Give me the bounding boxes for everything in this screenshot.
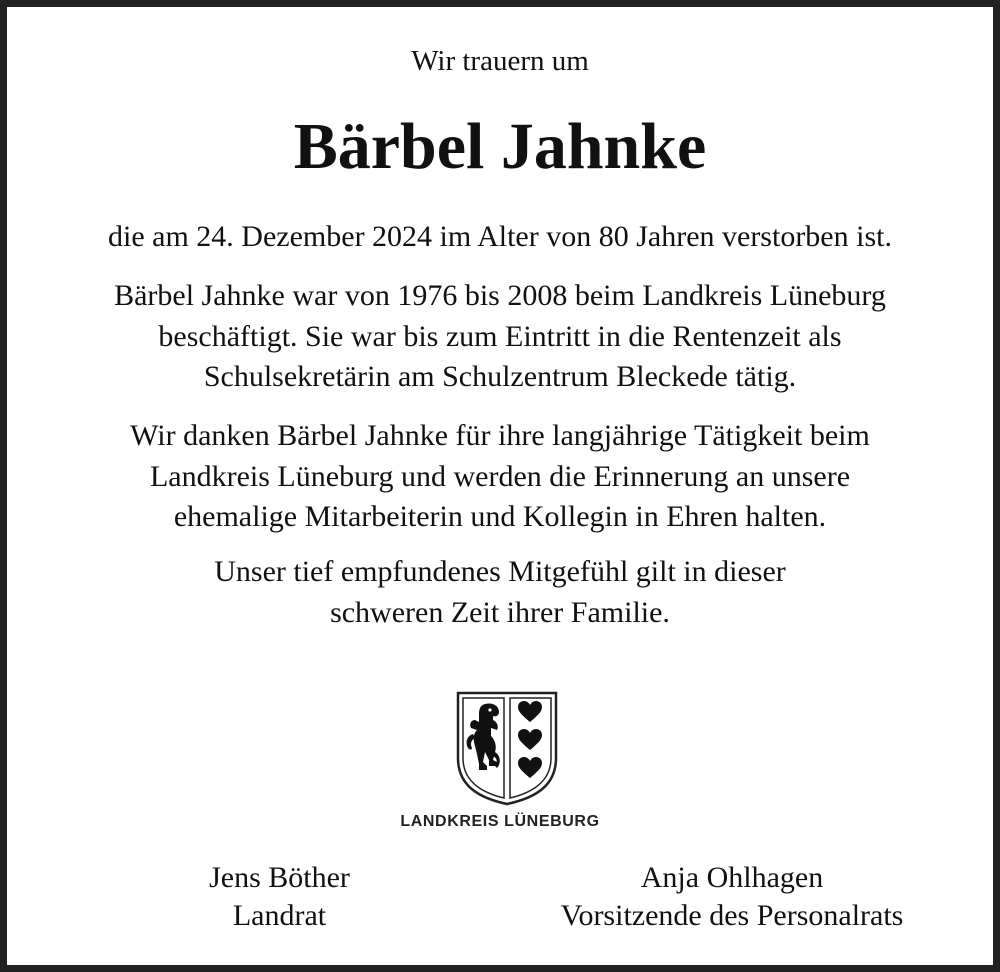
signatory-name: Anja Ohlhagen xyxy=(640,861,824,894)
signature-block-right xyxy=(527,859,937,935)
deceased-name: Bärbel Jahnke xyxy=(293,110,707,183)
logo-wordmark: LANDKREIS LÜNEBURG xyxy=(400,813,600,830)
coat-of-arms-icon xyxy=(455,690,559,806)
employment-paragraph xyxy=(7,276,993,398)
signatory-name: Jens Böther xyxy=(209,861,350,894)
intro-text: Wir trauern um xyxy=(411,45,589,77)
paragraph-line: Wir danken Bärbel Jahnke für ihre langjährige Tätigkeit beim xyxy=(130,419,870,452)
death-date-paragraph xyxy=(7,217,993,258)
condolence-paragraph xyxy=(7,552,993,633)
paragraph-line: Schulsekretärin am Schulzentrum Bleckede tätig. xyxy=(203,360,797,393)
paragraph-line: Landkreis Lüneburg und werden die Erinnerung an unsere xyxy=(149,459,851,493)
paragraph-line: beschäftigt. Sie war bis zum Eintritt in die Rentenzeit als xyxy=(158,319,842,353)
paragraph-line: Bärbel Jahnke war von 1976 bis 2008 beim Landkreis Lüneburg xyxy=(114,279,886,312)
paragraph-line: schweren Zeit ihrer Familie. xyxy=(330,595,670,629)
signatory-role: Landrat xyxy=(232,899,327,932)
signature-block-left xyxy=(147,859,412,935)
paragraph-line: ehemalige Mitarbeiterin und Kollegin in Ehren halten. xyxy=(173,500,827,533)
paragraph-line: die am 24. Dezember 2024 im Alter von 80 Jahren verstorben ist. xyxy=(108,220,892,253)
signatory-role: Vorsitzende des Personalrats xyxy=(560,899,904,932)
thanks-paragraph xyxy=(7,416,993,538)
paragraph-line: Unser tief empfundenes Mitgefühl gilt in dieser xyxy=(214,555,786,588)
